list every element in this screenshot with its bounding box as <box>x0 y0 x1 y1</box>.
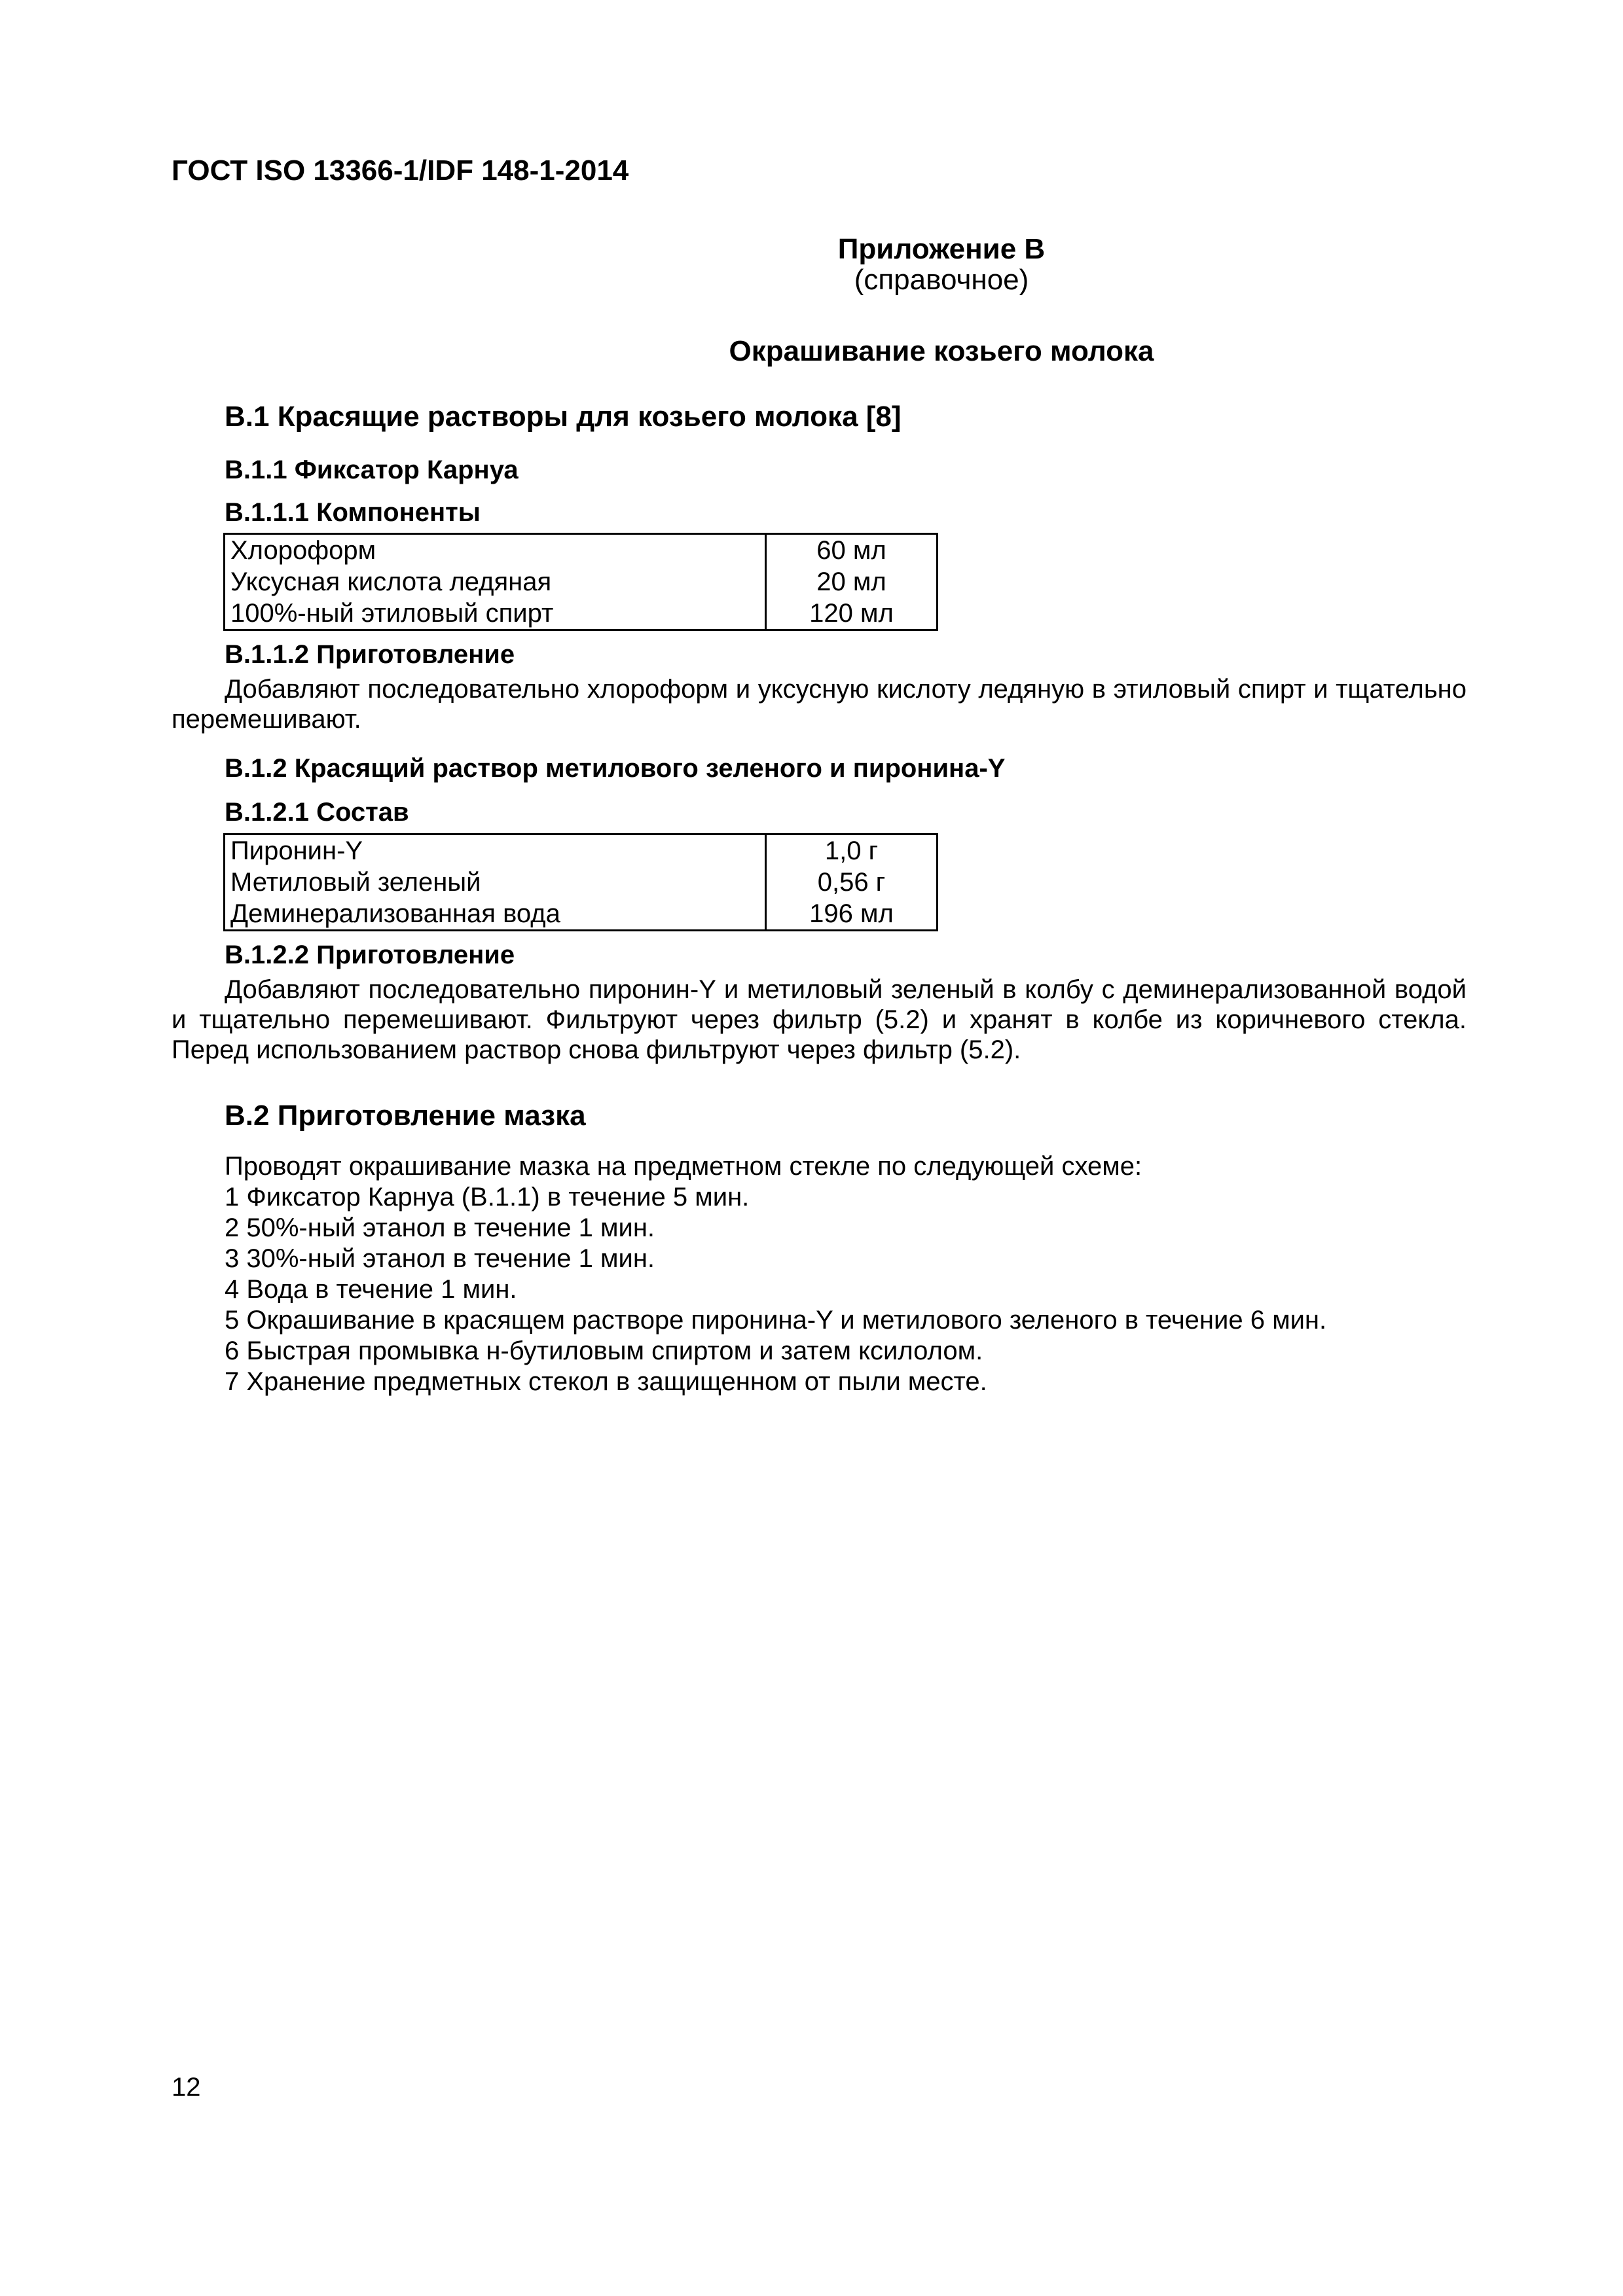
table-row <box>225 867 938 898</box>
appendix-subtitle: (справочное) <box>854 264 1029 296</box>
section-b121-title: В.1.2.1 Состав <box>225 798 409 827</box>
section-b122-title: В.1.2.2 Приготовление <box>225 941 515 969</box>
list-item: 3 30%-ный этанол в течение 1 мин. <box>225 1244 655 1273</box>
appendix-title: Приложение В <box>837 233 1046 265</box>
table-row <box>225 566 938 598</box>
component-value: 196 мл <box>809 899 894 928</box>
table-row <box>225 598 938 630</box>
page-number: 12 <box>172 2073 201 2102</box>
section-b112-text: Добавляют последовательно хлороформ и уксусную кислоту ледяную в этиловый спирт и тщательно перемешивают. <box>172 675 1467 734</box>
component-value: 120 мл <box>809 599 894 628</box>
table-row <box>225 898 938 931</box>
appendix-heading: Окрашивание козьего молока <box>729 335 1154 367</box>
list-item: 4 Вода в течение 1 мин. <box>225 1275 517 1304</box>
carnoy-components-table <box>223 533 938 631</box>
list-item: 2 50%-ный этанол в течение 1 мин. <box>225 1213 655 1242</box>
component-value: 60 мл <box>816 536 886 565</box>
list-item: 5 Окрашивание в красящем растворе пиронина-Y и метилового зеленого в течение 6 мин. <box>225 1306 1327 1335</box>
document-code-header: ГОСТ ISO 13366-1/IDF 148-1-2014 <box>172 154 629 187</box>
component-name: Деминерализованная вода <box>225 898 766 931</box>
component-name: Хлороформ <box>225 534 766 567</box>
table-row <box>225 834 938 867</box>
section-b111-title: В.1.1.1 Компоненты <box>225 498 481 527</box>
section-b2-title: В.2 Приготовление мазка <box>225 1100 586 1132</box>
component-name: Пиронин-Y <box>225 834 766 867</box>
list-item: 1 Фиксатор Карнуа (В.1.1) в течение 5 мин. <box>225 1183 750 1211</box>
section-b122-text: Добавляют последовательно пиронин-Y и метиловый зеленый в колбу с деминерализованной водой и тщательно перемешивают. Фильтруют через фильтр (5.2) и хранят в колбе из коричневого стекла. Перед использованием раствор снова фильтруют через фильтр (5.2). <box>172 975 1467 1064</box>
stain-composition-table <box>223 833 938 931</box>
component-name: 100%-ный этиловый спирт <box>225 598 766 630</box>
table-row <box>225 534 938 567</box>
component-value: 0,56 г <box>817 868 886 897</box>
list-item: 6 Быстрая промывка н-бутиловым спиртом и затем ксилолом. <box>225 1336 983 1365</box>
component-value: 1,0 г <box>824 836 879 865</box>
section-b12-title: В.1.2 Красящий раствор метилового зеленого и пиронина-Y <box>225 754 1006 783</box>
component-name: Метиловый зеленый <box>225 867 766 898</box>
component-value: 20 мл <box>816 567 886 596</box>
section-b2-intro: Проводят окрашивание мазка на предметном стекле по следующей схеме: <box>225 1152 1142 1181</box>
section-b1-title: В.1 Красящие растворы для козьего молока [8] <box>225 401 902 433</box>
section-b11-title: В.1.1 Фиксатор Карнуа <box>225 456 519 484</box>
section-b112-title: В.1.1.2 Приготовление <box>225 640 515 669</box>
list-item: 7 Хранение предметных стекол в защищенном от пыли месте. <box>225 1367 987 1396</box>
component-name: Уксусная кислота ледяная <box>225 566 766 598</box>
